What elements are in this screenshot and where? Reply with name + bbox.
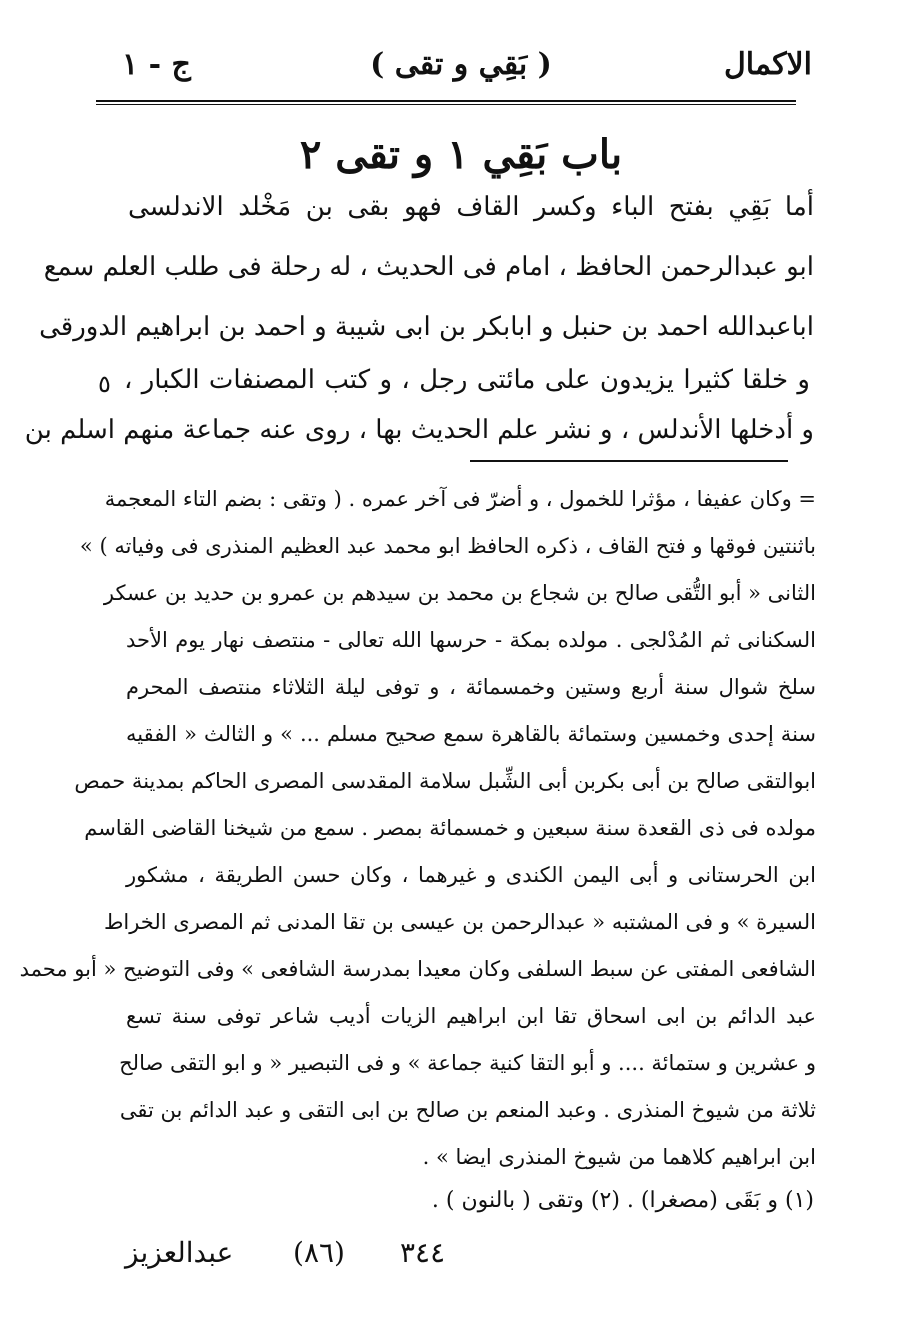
footnote-line: الثانى « أبو التُّقى صالح بن شجاع بن محمد بن سيدهم بن عمرو بن حديد بن عسكر [103,581,816,605]
footnote-line: ابن ابراهيم كلاهما من شيوخ المنذرى ايضا » . [422,1145,816,1169]
footnote-line: = وكان عفيفا ، مؤثرا للخمول ، و أضرّ فى آخر عمره . ( وتقى : بضم التاء المعجمة [104,487,816,511]
header-rule [96,100,796,102]
footnote-line: عبد الدائم بن ابى اسحاق تقا ابن ابراهيم الزيات أديب شاعر توفى سنة تسع [126,1004,816,1028]
footnote-line: ثلاثة من شيوخ المنذرى . وعبد المنعم بن صالح بن ابى التقى و عبد الدائم بن تقى [119,1098,816,1122]
body-line: و أدخلها الأندلس ، و نشر علم الحديث بها ، روى عنه جماعة منهم اسلم بن [24,415,814,445]
page-number: ٣٤٤ [400,1236,446,1269]
running-header-book: الاكمال [723,47,812,82]
footnote-line: باثنتين فوقها و فتح القاف ، ذكره الحافظ ابو محمد عبد العظيم المنذرى فى وفياته ) » [79,534,816,558]
footnote-line: الشافعى المفتى عن سبط السلفى وكان معيدا بمدرسة الشافعى » وفى التوضيح « أبو محمد [19,957,816,981]
marginal-notes: (١) و بَقَى (مصغرا) . (٢) وتقى ( بالنون ) . [431,1188,814,1213]
line-number: ٥ [98,370,111,398]
footnote-line: سنة إحدى وخمسين وستمائة بالقاهرة سمع صحيح مسلم ... » و الثالث « الفقيه [126,722,816,746]
body-line: و خلقا كثيرا يزيدون على مائتى رجل ، و كتب المصنفات الكبار ، [124,365,810,395]
sheet-number: (٨٦) [293,1236,345,1269]
body-line: اباعبدالله احمد بن حنبل و ابابكر بن ابى شيبة و احمد بن ابراهيم الدورقى [39,312,814,342]
running-header-chapter: ( بَقِي و تقى ) [370,47,552,82]
header-rule-thin [96,104,796,105]
footnote-line: و عشرين و ستمائة .... و أبو التقا كنية جماعة » و فى التبصير « و ابو التقى صالح [119,1051,816,1075]
body-line: أما بَقِي بفتح الباء وكسر القاف فهو بقى بن مَخْلد الاندلسى [128,192,814,222]
footnote-line: السيرة » و فى المشتبه « عبدالرحمن بن عيسى بن تقا المدنى ثم المصرى الخراط [103,910,816,934]
section-title: باب بَقِي ١ و تقى ٢ [299,131,623,178]
footnote-line: ابن الحرستانى و أبى اليمن الكندى و غيرهما ، وكان حسن الطريقة ، مشكور [126,863,816,887]
footnote-line: مولده فى ذى القعدة سنة سبعين و خمسمائة بمصر . سمع من شيخنا القاضى القاسم [84,816,816,840]
footnote-line: سلخ شوال سنة أربع وستين وخمسمائة ، و توفى ليلة الثلاثاء منتصف المحرم [126,675,816,699]
body-line: ابو عبدالرحمن الحافظ ، امام فى الحديث ، له رحلة فى طلب العلم سمع [43,252,814,282]
running-header-volume: ج - ١ [122,47,191,82]
printer-name: عبدالعزيز [125,1236,234,1269]
footnote-rule [470,460,788,462]
footnote-line: ابوالتقى صالح بن أبى بكربن أبى الشِّبل سلامة المقدسى المصرى الحاكم بمدينة حمص [74,769,816,793]
footnote-line: السكنانى ثم المُدْلجى . مولده بمكة - حرسها الله تعالى - منتصف نهار يوم الأحد [126,628,816,652]
